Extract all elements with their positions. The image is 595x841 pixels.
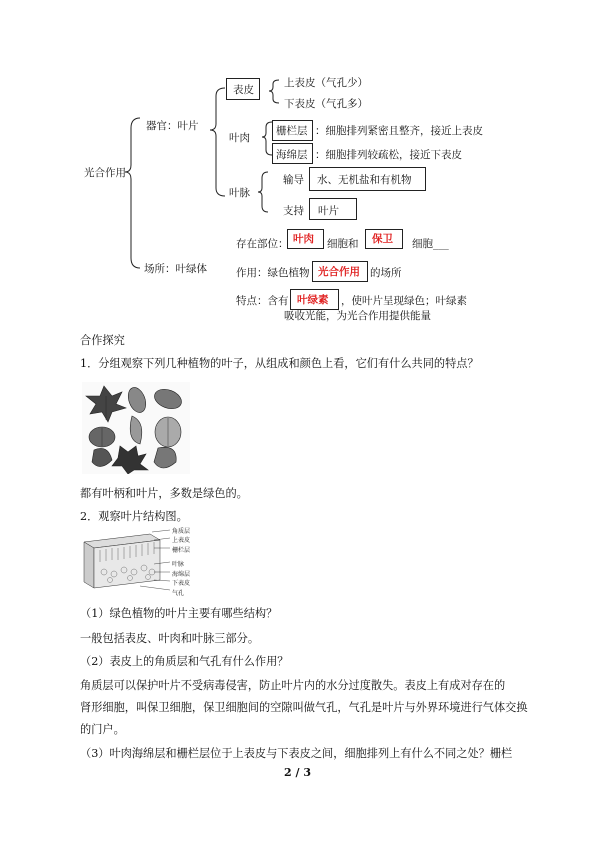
- feat-label: 特点：含有: [236, 295, 289, 307]
- func-answer: 光合作用: [318, 266, 360, 278]
- answer-2-2-line3: 的门户。: [80, 723, 125, 736]
- label-spongy: 海绵层: [172, 571, 191, 578]
- label-upper-epidermis: 上表皮: [172, 537, 191, 544]
- upper-epidermis: 上表皮（气孔少）: [284, 77, 368, 89]
- label-cuticle: 角质层: [172, 528, 191, 535]
- conduct-value: 水、无机盐和有机物: [317, 174, 412, 186]
- label-lower-epidermis: 下表皮: [172, 580, 191, 587]
- label-stoma: 气孔: [172, 590, 185, 597]
- func-label: 作用：绿色植物: [236, 267, 310, 279]
- exist-mid: 细胞和: [327, 238, 359, 250]
- palisade-label: 栅栏层: [276, 125, 308, 137]
- section-heading: 合作探究: [80, 334, 125, 347]
- page-number: 2 / 3: [284, 766, 311, 779]
- spongy-label: 海绵层: [276, 149, 308, 161]
- feat-answer: 叶绿素: [297, 294, 329, 306]
- support-label: 支持: [283, 205, 304, 217]
- palisade-desc: ：细胞排列紧密且整齐，接近上表皮: [315, 125, 483, 137]
- label-vein: 叶脉: [172, 561, 185, 568]
- exist-tail: 细胞___: [412, 238, 449, 250]
- question-2-2: （2）表皮上的角质层和气孔有什么作用？: [80, 655, 289, 668]
- support-value: 叶片: [318, 205, 339, 217]
- epidermis-label: 表皮: [233, 84, 254, 96]
- mindmap-braces: [0, 0, 595, 330]
- answer-2-2-line1: 角质层可以保护叶片不受病毒侵害，防止叶片内的水分过度散失。表皮上有成对存在的: [80, 679, 506, 692]
- func-tail: 的场所: [370, 267, 402, 279]
- conduct-label: 输导: [283, 174, 304, 186]
- question-2-3: （3）叶肉海绵层和栅栏层位于上表皮与下表皮之间，细胞排列上有什么不同之处？栅栏: [80, 747, 513, 760]
- leaf-structure-diagram: [80, 528, 170, 600]
- label-palisade: 栅栏层: [172, 547, 191, 554]
- question-2: 2．观察叶片结构图。: [80, 510, 188, 523]
- feat-line2: 吸收光能，为光合作用提供能量: [284, 310, 431, 322]
- mindmap-root: 光合作用: [84, 167, 126, 179]
- exist-answer2: 保卫: [372, 233, 393, 245]
- lower-epidermis: 下表皮（气孔多）: [284, 98, 368, 110]
- spongy-desc: ：细胞排列较疏松，接近下表皮: [315, 149, 462, 161]
- exist-label: 存在部位：: [236, 238, 289, 250]
- question-2-1: （1）绿色植物的叶片主要有哪些结构？: [80, 607, 278, 620]
- feat-tail: ，使叶片呈现绿色；叶绿素: [341, 295, 467, 307]
- answer-2-1: 一般包括表皮、叶肉和叶脉三部分。: [80, 632, 260, 645]
- mindmap-site: 场所：叶绿体: [144, 263, 207, 275]
- mindmap-organ: 器官：叶片: [146, 120, 199, 132]
- leaves-image: [82, 382, 190, 474]
- vein-label: 叶脉: [229, 187, 250, 199]
- answer-1: 都有叶柄和叶片，多数是绿色的。: [80, 487, 248, 500]
- mesophyll-label: 叶肉: [229, 132, 250, 144]
- question-1: 1．分组观察下列几种植物的叶子，从组成和颜色上看，它们有什么共同的特点？: [80, 357, 479, 370]
- answer-2-2-line2: 肾形细胞，叫保卫细胞，保卫细胞间的空隙叫做气孔，气孔是叶片与外界环境进行气体交换: [80, 701, 528, 714]
- exist-answer1: 叶肉: [293, 233, 314, 245]
